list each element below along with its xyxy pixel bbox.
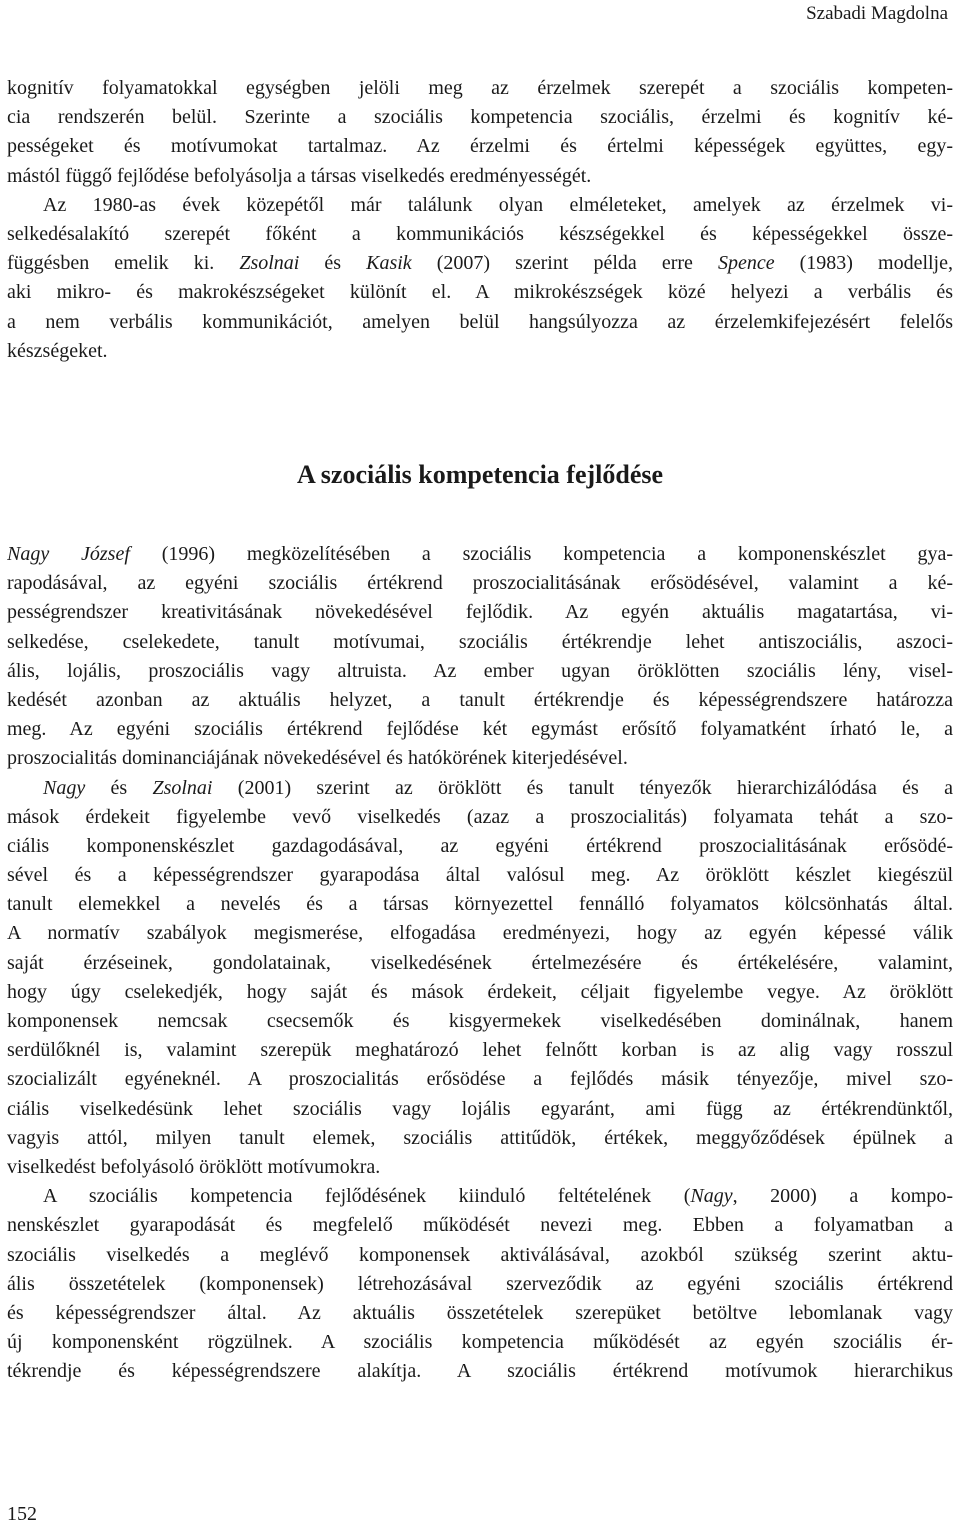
text-line: mások érdekeit figyelembe vevő viselkedés (azaz a proszocialitás) folyamata tehát a szo- bbox=[7, 805, 953, 828]
text-line: cia rendszerén belül. Szerinte a szociális kompetencia szociális, érzelmi és kognitív ké- bbox=[7, 106, 953, 129]
text-line: proszocialitás dominanciájának növekedésével és hatókörének kiterjedésével. bbox=[7, 747, 628, 770]
text-line: sével és a képességrendszer gyarapodása által valósul meg. Az öröklött készlet kiegészül bbox=[7, 864, 953, 887]
text-line: selkedésalakító szerepét főként a kommunikációs készségekkel és képességekkel össze- bbox=[7, 222, 953, 245]
text-line: függésben emelik ki. Zsolnai és Kasik (2007) szerint példa erre Spence (1983) modellje, bbox=[7, 252, 953, 275]
text-line: hogy úgy cselekedjék, hogy saját és mások érdekeit, céljait figyelembe vegye. Az öröklött bbox=[7, 980, 953, 1003]
text-line: pességrendszer kreativitásának növekedésével fejlődik. Az egyén aktuális magatartása, vi- bbox=[7, 601, 953, 624]
text-line: szociális viselkedés a meglévő komponensek aktiválásával, azokból szükség szerint aktu- bbox=[7, 1243, 953, 1266]
section-body bbox=[7, 540, 953, 1386]
text-line: A szociális kompetencia fejlődésének kiinduló feltételének (Nagy, 2000) a kompo- bbox=[43, 1185, 953, 1208]
text-line: A normatív szabályok megismerése, elfogadása eredményezi, hogy az egyén képessé válik bbox=[7, 922, 953, 945]
text-line: ciális komponenskészlet gazdagodásával, az egyéni értékrend proszocialitásának erősödé- bbox=[7, 834, 953, 857]
section-title: A szociális kompetencia fejlődése bbox=[296, 460, 664, 489]
text-line: ciális viselkedésünk lehet szociális vagy lojális egyaránt, ami függ az értékrendünktől, bbox=[7, 1097, 953, 1120]
text-line: a nem verbális kommunikációt, amelyen belül hangsúlyozza az érzelemkifejezésért felelős bbox=[7, 310, 953, 333]
page-number: 152 bbox=[7, 1503, 37, 1525]
text-line: szocializált egyéneknél. A proszocialitás erősödése a fejlődés másik tényezője, mivel szo- bbox=[7, 1068, 953, 1091]
text-line: Az 1980-as évek közepétől már találunk olyan elméleteket, amelyek az érzelmek vi- bbox=[43, 193, 953, 216]
text-line: tanult elemekkel a nevelés és a társas környezettel fennálló folyamatos kölcsönhatás által. bbox=[7, 893, 953, 916]
text-line: viselkedést befolyásoló öröklött motívumokra. bbox=[7, 1155, 381, 1178]
running-header: Szabadi Magdolna bbox=[806, 3, 948, 24]
text-line: meg. Az egyéni szociális értékrend fejlődése két egymást erősítő folyamatként írható le, a bbox=[7, 718, 953, 741]
text-line: Nagy József (1996) megközelítésében a szociális kompetencia a komponenskészlet gya- bbox=[7, 543, 953, 565]
text-line: Nagy és Zsolnai (2001) szerint az öröklött és tanult tényezők hierarchizálódása és a bbox=[43, 776, 953, 799]
text-line: aki mikro- és makrokészségeket különít el. A mikrokészségek közé helyezi a verbális és bbox=[7, 281, 953, 304]
text-line: és képességrendszer által. Az aktuális összetételek szerepüket betöltve lebomlanak vagy bbox=[7, 1301, 953, 1324]
text-line: nenskészlet gyarapodását és megfelelő működését nevezi meg. Ebben a folyamatban a bbox=[7, 1214, 953, 1237]
text-line: rapodásával, az egyéni szociális értékrend proszocialitásának erősödésével, valamint a ké- bbox=[7, 572, 953, 595]
text-line: kedését azonban az aktuális helyzet, a tanult értékrendje és képességrendszere határozza bbox=[7, 688, 953, 711]
text-line: tékrendje és képességrendszere alakítja. A szociális értékrend motívumok hierarchikus bbox=[7, 1360, 953, 1383]
text-line: ális, lojális, proszociális vagy altruista. Az ember ugyan öröklötten szociális lény, visel- bbox=[7, 659, 953, 682]
text-line: új komponensként rögzülnek. A szociális kompetencia működését az egyén szociális ér- bbox=[7, 1331, 953, 1354]
text-line: mástól függő fejlődése befolyásolja a társas viselkedés eredményességét. bbox=[7, 164, 592, 187]
text-line: vagyis attól, milyen tanult elemek, szociális attitűdök, értékek, meggyőződések épülnek a bbox=[7, 1126, 953, 1149]
text-line: selkedése, cselekedete, tanult motívumai, szociális értékrendje lehet antiszociális, aszoci- bbox=[7, 630, 953, 653]
text-line: serdülőknél is, valamint szerepük meghatározó lehet felnőtt korban is az alig vagy rosszul bbox=[7, 1039, 953, 1062]
text-line: készségeket. bbox=[7, 339, 108, 362]
text-line: kognitív folyamatokkal egységben jelöli meg az érzelmek szerepét a szociális kompeten- bbox=[7, 77, 953, 99]
intro-paragraphs bbox=[7, 74, 953, 366]
text-line: pességeket és motívumokat tartalmaz. Az érzelmi és értelmi képességek együttes, egy- bbox=[7, 135, 953, 158]
text-line: saját érzéseinek, gondolatainak, viselkedésének értelmezésére és értékelésére, valamint, bbox=[7, 951, 953, 974]
text-line: ális összetételek (komponensek) létrehozásával szerveződik az egyéni szociális értékrend bbox=[7, 1272, 953, 1295]
text-line: komponensek nemcsak csecsemők és kisgyermekek viselkedésében dominálnak, hanem bbox=[7, 1010, 953, 1032]
